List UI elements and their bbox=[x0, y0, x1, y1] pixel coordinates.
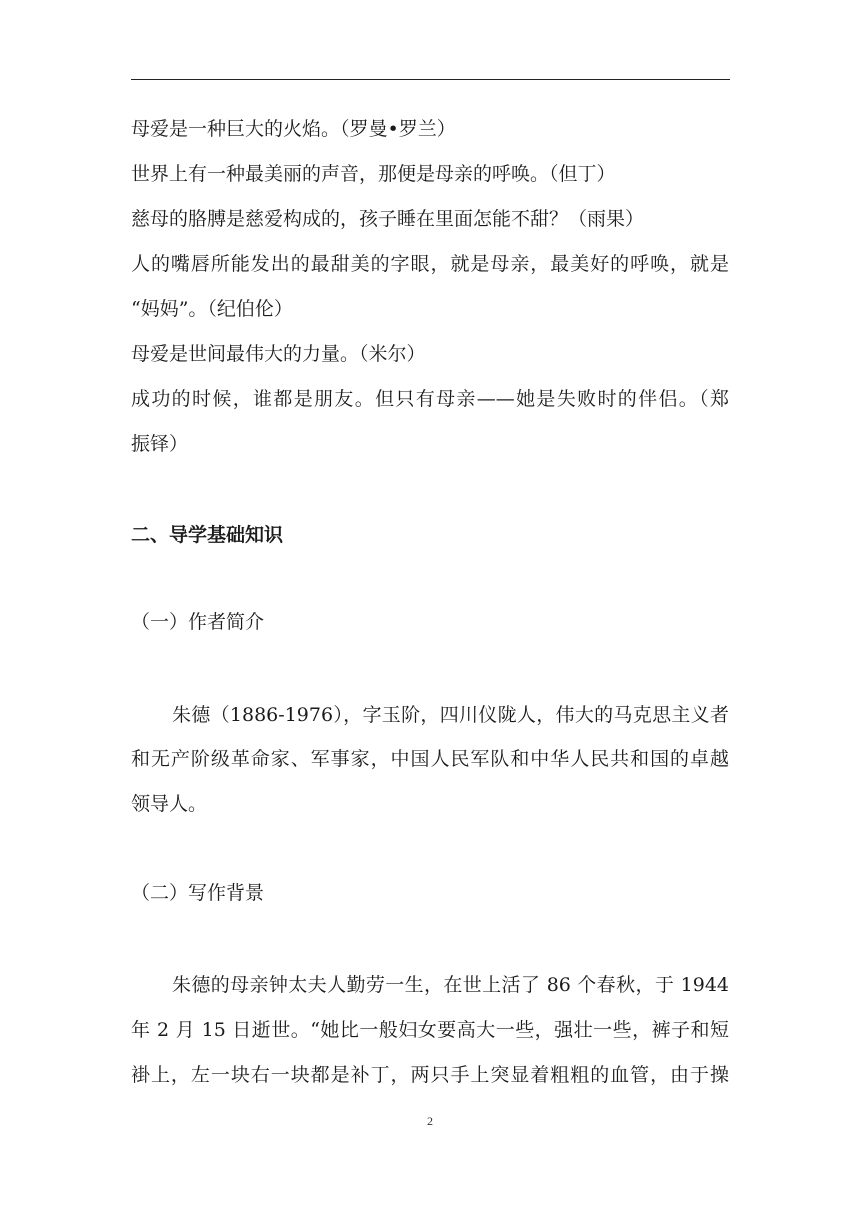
quote-line: 慈母的胳膊是慈爱构成的，孩子睡在里面怎能不甜？（雨果） bbox=[131, 208, 645, 230]
author-intro-heading: （一）作者简介 bbox=[131, 611, 265, 633]
page-number: 2 bbox=[427, 1114, 433, 1128]
header-rule bbox=[131, 79, 730, 80]
quote-line: 母爱是一种巨大的火焰。（罗曼•罗兰） bbox=[131, 118, 456, 140]
quote-line: “妈妈”。（纪伯伦） bbox=[131, 298, 293, 320]
author-intro-line: 朱德（1886-1976），字玉阶，四川仪陇人，伟大的马克思主义者 bbox=[172, 704, 729, 726]
quote-line: 成功的时候，谁都是朋友。但只有母亲——她是失败时的伴侣。（郑 bbox=[131, 388, 729, 410]
background-heading: （二）写作背景 bbox=[131, 882, 265, 904]
section-title: 二、导学基础知识 bbox=[131, 524, 284, 546]
quote-line: 人的嘴唇所能发出的最甜美的字眼，就是母亲，最美好的呼唤，就是 bbox=[131, 253, 729, 275]
author-intro-line: 领导人。 bbox=[131, 793, 208, 815]
quote-line: 母爱是世间最伟大的力量。（米尔） bbox=[131, 343, 426, 365]
author-intro-line: 和无产阶级革命家、军事家，中国人民军队和中华人民共和国的卓越 bbox=[131, 748, 729, 770]
background-line: 年 2 月 15 日逝世。“她比一般妇女要高大一些，强壮一些，裤子和短 bbox=[131, 1019, 729, 1041]
quote-line: 振铎） bbox=[131, 433, 189, 455]
background-line: 褂上，左一块右一块都是补丁，两只手上突显着粗粗的血管，由于操 bbox=[131, 1064, 729, 1086]
quote-line: 世界上有一种最美丽的声音，那便是母亲的呼唤。（但丁） bbox=[131, 163, 616, 185]
background-line: 朱德的母亲钟太夫人勤劳一生，在世上活了 86 个春秋，于 1944 bbox=[172, 974, 729, 996]
